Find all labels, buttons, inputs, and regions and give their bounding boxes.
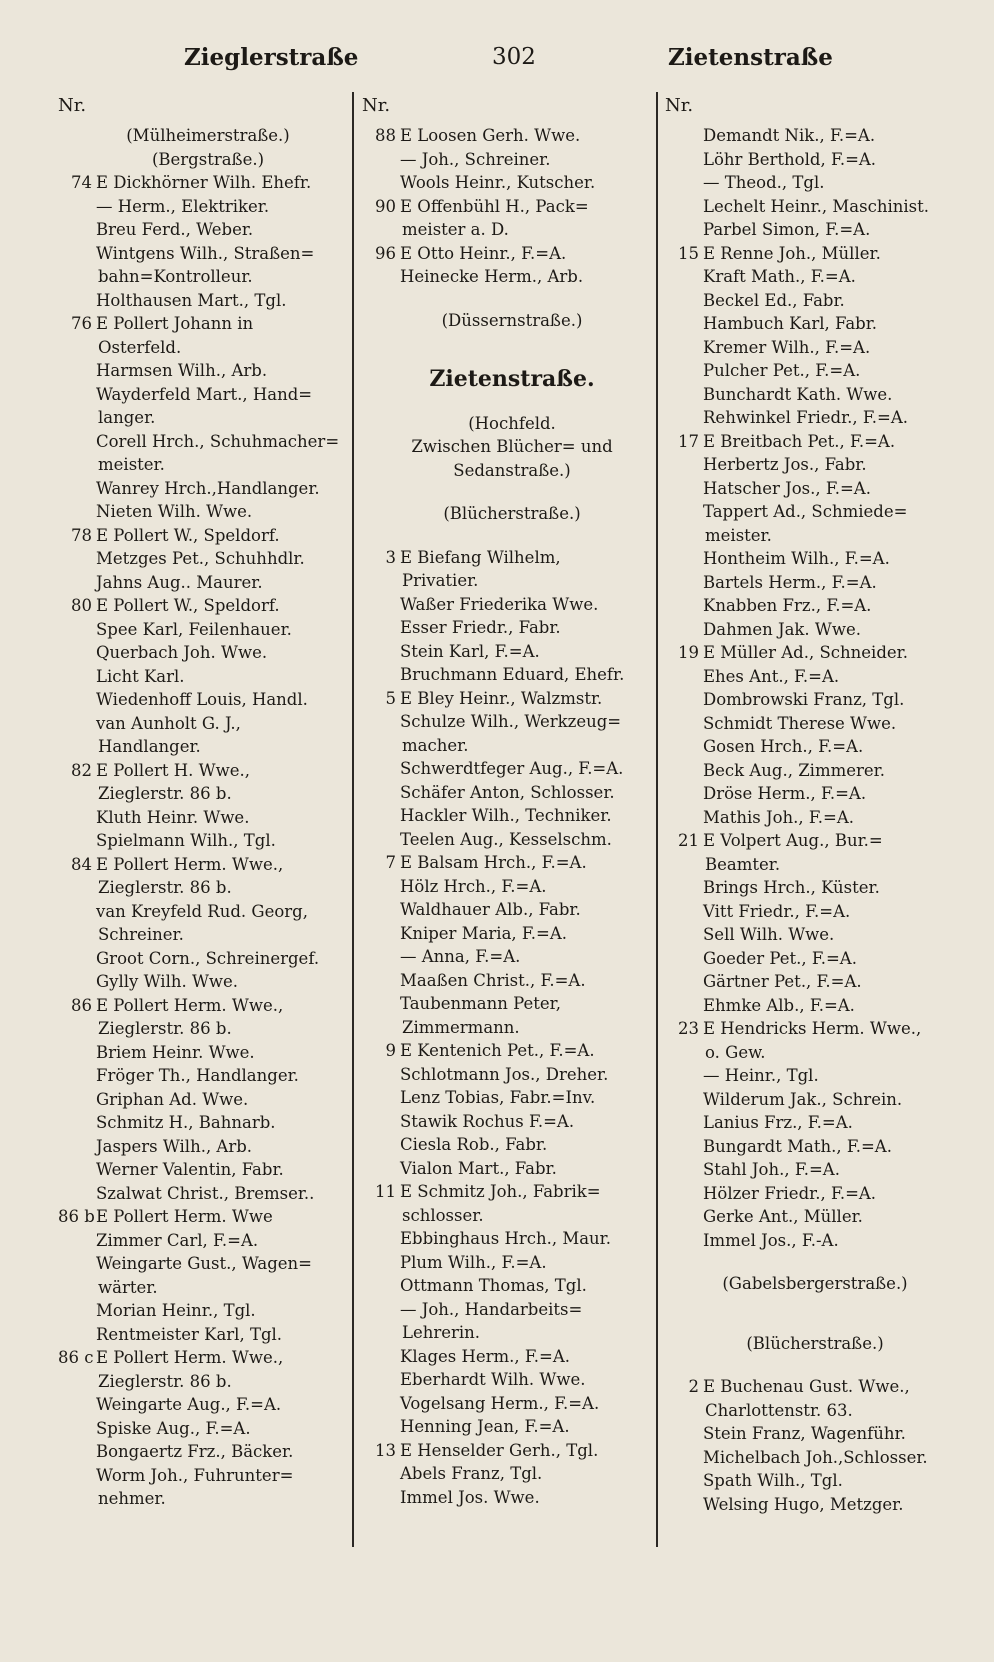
resident-entry: — Joh., Handarbeits= (400, 1299, 583, 1319)
resident-name: E Pollert H. Wwe., (96, 760, 250, 780)
resident-entry: — Joh., Schreiner. (400, 149, 551, 169)
house-entry (362, 124, 662, 148)
page-number: 302 (492, 44, 536, 70)
resident-entry: Beckel Ed., Fabr. (703, 290, 845, 310)
house-entry (362, 242, 662, 266)
resident-entry: Wintgens Wilh., Straßen= (96, 243, 315, 263)
resident-entry: Vialon Mart., Fabr. (400, 1158, 557, 1178)
resident-entry: Bunchardt Kath. Wwe. (703, 384, 893, 404)
house-entry (58, 759, 358, 783)
resident-entry: Kremer Wilh., F.=A. (703, 337, 871, 357)
resident-entry: Goeder Pet., F.=A. (703, 948, 857, 968)
resident-entry: Ehmke Alb., F.=A. (703, 995, 855, 1015)
resident-entry: Querbach Joh. Wwe. (96, 643, 268, 662)
house-entry (58, 1205, 358, 1229)
resident-entry: Ciesla Rob., Fabr. (400, 1135, 548, 1154)
house-number: 74 (71, 173, 92, 192)
resident-entry: Stawik Rochus F.=A. (400, 1111, 575, 1131)
entry-continuation: Zimmermann. (402, 1017, 520, 1037)
house-number: 76 (71, 314, 92, 333)
section-heading: (Düssernstraße.) (441, 310, 583, 330)
resident-entry: Vitt Friedr., F.=A. (703, 901, 851, 921)
resident-entry: Briem Heinr. Wwe. (96, 1042, 255, 1062)
nr-label: Nr. (58, 95, 87, 116)
resident-name: E Loosen Gerh. Wwe. (400, 126, 581, 145)
spacer (665, 1252, 965, 1272)
resident-entry: Ottmann Thomas, Tgl. (400, 1276, 587, 1295)
house-entry (58, 853, 358, 877)
house-entry (665, 641, 965, 665)
house-entry (362, 1180, 662, 1204)
resident-entry: Vogelsang Herm., F.=A. (400, 1393, 600, 1413)
resident-name: E Offenbühl H., Pack= (400, 196, 589, 216)
column-3 (665, 92, 965, 1516)
resident-entry: Jaspers Wilh., Arb. (96, 1136, 253, 1156)
resident-entry: Kraft Math., F.=A. (703, 267, 856, 286)
resident-entry: Jahns Aug.. Maurer. (96, 572, 263, 592)
resident-entry: Knabben Frz., F.=A. (703, 596, 872, 615)
resident-entry: Ebbinghaus Hrch., Maur. (400, 1229, 611, 1248)
resident-entry: Wiedenhoff Louis, Handl. (96, 690, 308, 709)
entry-continuation: langer. (98, 408, 156, 427)
resident-entry: Schäfer Anton, Schlosser. (400, 782, 615, 802)
nr-label: Nr. (665, 95, 694, 116)
entry-continuation: Zieglerstr. 86 b. (98, 784, 232, 803)
house-entry (665, 1017, 965, 1041)
resident-entry: Herbertz Jos., Fabr. (703, 455, 867, 474)
house-number: 15 (678, 243, 699, 263)
resident-name: E Pollert Herm. Wwe., (96, 995, 284, 1015)
house-entry (362, 1439, 662, 1463)
resident-entry: Szalwat Christ., Bremser.. (96, 1183, 315, 1203)
resident-entry: Corell Hrch., Schuhmacher= (96, 431, 340, 451)
resident-entry: Kniper Maria, F.=A. (400, 923, 568, 943)
resident-entry: Rentmeister Karl, Tgl. (96, 1324, 283, 1344)
street-title: Zietenstraße. (429, 368, 595, 392)
entry-continuation: Osterfeld. (98, 337, 182, 357)
resident-entry: Bruchmann Eduard, Ehefr. (400, 665, 625, 684)
resident-entry: Spiske Aug., F.=A. (96, 1418, 251, 1438)
resident-entry: Stahl Joh., F.=A. (703, 1160, 840, 1179)
resident-entry: Demandt Nik., F.=A. (703, 126, 876, 145)
house-entry (665, 242, 965, 266)
section-heading: (Gabelsbergerstraße.) (722, 1274, 908, 1293)
resident-name: E Pollert W., Speldorf. (96, 525, 280, 545)
resident-entry: Weingarte Aug., F.=A. (96, 1395, 282, 1414)
house-number: 2 (688, 1377, 699, 1396)
resident-entry: — Herm., Elektriker. (96, 196, 270, 216)
resident-name: E Müller Ad., Schneider. (703, 643, 908, 662)
section-heading: (Blücherstraße.) (746, 1333, 884, 1353)
entry-continuation: meister a. D. (402, 220, 509, 239)
resident-entry: Spielmann Wilh., Tgl. (96, 831, 276, 850)
resident-entry: Wools Heinr., Kutscher. (400, 173, 596, 192)
resident-entry: Hontheim Wilh., F.=A. (703, 549, 890, 568)
entry-continuation: bahn=Kontrolleur. (98, 267, 253, 286)
house-entry (665, 430, 965, 454)
resident-entry: Hatscher Jos., F.=A. (703, 478, 871, 498)
resident-entry: Abels Franz, Tgl. (400, 1464, 543, 1483)
resident-entry: Gosen Hrch., F.=A. (703, 737, 864, 756)
resident-entry: Schulze Wilh., Werkzeug= (400, 712, 622, 731)
resident-entry: Bartels Herm., F.=A. (703, 572, 877, 592)
resident-entry: Maaßen Christ., F.=A. (400, 970, 586, 990)
resident-entry: Gylly Wilh. Wwe. (96, 972, 239, 991)
house-number: 9 (385, 1041, 396, 1060)
section-heading: (Bergstraße.) (151, 149, 265, 169)
spacer (362, 392, 662, 412)
resident-name: E Henselder Gerh., Tgl. (400, 1440, 599, 1460)
resident-entry: Lenz Tobias, Fabr.=Inv. (400, 1088, 596, 1107)
spacer (362, 526, 662, 546)
house-number: 86 (71, 995, 92, 1015)
entry-continuation: meister. (98, 455, 165, 474)
resident-entry: Dahmen Jak. Wwe. (703, 619, 862, 639)
house-number: 13 (375, 1440, 396, 1460)
house-entry (58, 994, 358, 1018)
resident-entry: — Theod., Tgl. (703, 173, 825, 192)
house-entry (362, 851, 662, 875)
resident-entry: Waldhauer Alb., Fabr. (400, 900, 581, 919)
resident-entry: Parbel Simon, F.=A. (703, 220, 871, 239)
section-heading: (Hochfeld. (468, 413, 556, 433)
house-number: 3 (385, 547, 396, 567)
resident-entry: Stein Karl, F.=A. (400, 641, 540, 661)
house-number: 21 (678, 831, 699, 850)
resident-name: E Pollert Herm. Wwe (96, 1207, 273, 1226)
running-head-right: Zietenstraße (668, 44, 833, 71)
resident-entry: Stein Franz, Wagenführ. (703, 1424, 906, 1443)
resident-name: E Breitbach Pet., F.=A. (703, 431, 896, 451)
resident-entry: Taubenmann Peter, (400, 994, 561, 1013)
house-number: 78 (71, 525, 92, 545)
house-number: 84 (71, 854, 92, 874)
house-number: 90 (375, 196, 396, 216)
resident-name: E Pollert Herm. Wwe., (96, 1348, 284, 1367)
entry-continuation: Zieglerstr. 86 b. (98, 1371, 232, 1391)
resident-entry: Löhr Berthold, F.=A. (703, 149, 877, 169)
resident-entry: Henning Jean, F.=A. (400, 1417, 570, 1436)
entry-continuation: Charlottenstr. 63. (705, 1400, 853, 1420)
house-number: 82 (71, 760, 92, 780)
resident-entry: Hambuch Karl, Fabr. (703, 314, 878, 333)
resident-entry: Plum Wilh., F.=A. (400, 1252, 547, 1272)
house-number: 7 (385, 853, 396, 872)
resident-entry: Harmsen Wilh., Arb. (96, 361, 268, 380)
resident-name: E Pollert Johann in (96, 314, 254, 333)
resident-entry: Nieten Wilh. Wwe. (96, 502, 253, 521)
column-2 (362, 92, 662, 1509)
resident-name: E Hendricks Herm. Wwe., (703, 1019, 922, 1038)
entry-continuation: Handlanger. (98, 737, 201, 756)
resident-entry: Licht Karl. (96, 666, 185, 686)
spacer (665, 1355, 965, 1375)
resident-entry: Breu Ferd., Weber. (96, 220, 254, 239)
resident-name: E Dickhörner Wilh. Ehefr. (96, 173, 312, 192)
resident-entry: Beck Aug., Zimmerer. (703, 760, 885, 780)
resident-entry: Esser Friedr., Fabr. (400, 618, 561, 637)
resident-entry: Dombrowski Franz, Tgl. (703, 690, 905, 709)
entry-continuation: meister. (705, 525, 772, 545)
spacer (665, 1296, 965, 1332)
resident-entry: Morian Heinr., Tgl. (96, 1301, 256, 1320)
resident-entry: Teelen Aug., Kesselschm. (400, 829, 612, 849)
resident-entry: Mathis Joh., F.=A. (703, 807, 854, 827)
resident-entry: Pulcher Pet., F.=A. (703, 361, 861, 380)
resident-entry: Kluth Heinr. Wwe. (96, 807, 250, 827)
entry-continuation: schlosser. (402, 1205, 484, 1225)
resident-name: E Biefang Wilhelm, (400, 547, 561, 567)
resident-entry: Schlotmann Jos., Dreher. (400, 1064, 609, 1084)
resident-entry: Wilderum Jak., Schrein. (703, 1089, 903, 1109)
house-entry (58, 594, 358, 618)
running-head-left: Zieglerstraße (184, 44, 359, 71)
resident-name: E Pollert W., Speldorf. (96, 596, 280, 615)
spacer (362, 289, 662, 309)
section-heading: (Mülheimerstraße.) (126, 126, 290, 145)
resident-entry: Michelbach Joh.,Schlosser. (703, 1447, 928, 1467)
resident-entry: Schmitz H., Bahnarb. (96, 1113, 276, 1132)
entry-continuation: Schreiner. (98, 925, 184, 944)
spacer (362, 332, 662, 368)
resident-entry: Holthausen Mart., Tgl. (96, 290, 287, 310)
resident-name: E Pollert Herm. Wwe., (96, 854, 284, 874)
resident-entry: Welsing Hugo, Metzger. (703, 1494, 904, 1514)
resident-entry: Metzges Pet., Schuhhdlr. (96, 549, 305, 568)
house-number: 17 (678, 431, 699, 451)
entry-continuation: wärter. (98, 1277, 158, 1297)
resident-entry: Dröse Herm., F.=A. (703, 784, 867, 803)
resident-entry: Lanius Frz., F.=A. (703, 1113, 853, 1132)
resident-entry: Wanrey Hrch.,Handlanger. (96, 478, 320, 498)
resident-entry: — Heinr., Tgl. (703, 1066, 819, 1085)
column-1 (58, 92, 358, 1511)
resident-entry: Worm Joh., Fuhrunter= (96, 1465, 294, 1485)
resident-entry: Ehes Ant., F.=A. (703, 666, 840, 686)
resident-entry: Eberhardt Wilh. Wwe. (400, 1370, 586, 1389)
resident-name: E Buchenau Gust. Wwe., (703, 1377, 910, 1396)
resident-entry: Schwerdtfeger Aug., F.=A. (400, 759, 624, 778)
entry-continuation: Beamter. (705, 854, 781, 874)
house-number: 86 b (58, 1207, 95, 1226)
resident-entry: Heinecke Herm., Arb. (400, 267, 584, 286)
resident-name: E Schmitz Joh., Fabrik= (400, 1182, 601, 1201)
house-entry (362, 546, 662, 570)
resident-name: E Bley Heinr., Walzmstr. (400, 688, 603, 708)
nr-label: Nr. (362, 95, 391, 116)
resident-entry: Klages Herm., F.=A. (400, 1346, 571, 1366)
entry-continuation: Zieglerstr. 86 b. (98, 1019, 232, 1038)
section-heading: Sedanstraße.) (453, 460, 571, 480)
house-number: 23 (678, 1019, 699, 1038)
entry-continuation: Privatier. (402, 571, 479, 590)
resident-entry: Lechelt Heinr., Maschinist. (703, 196, 929, 216)
resident-entry: Sell Wilh. Wwe. (703, 925, 835, 944)
resident-entry: Weingarte Gust., Wagen= (96, 1254, 312, 1273)
resident-name: E Balsam Hrch., F.=A. (400, 853, 587, 872)
resident-entry: Fröger Th., Handlanger. (96, 1066, 299, 1085)
resident-name: E Kentenich Pet., F.=A. (400, 1041, 595, 1060)
resident-entry: van Aunholt G. J., (96, 713, 241, 733)
entry-continuation: o. Gew. (705, 1042, 766, 1062)
resident-entry: Schmidt Therese Wwe. (703, 713, 897, 733)
house-number: 88 (375, 126, 396, 145)
resident-entry: Spee Karl, Feilenhauer. (96, 619, 292, 639)
resident-name: E Otto Heinr., F.=A. (400, 243, 567, 263)
resident-entry: — Anna, F.=A. (400, 947, 521, 966)
resident-entry: Zimmer Carl, F.=A. (96, 1230, 259, 1250)
resident-entry: Gärtner Pet., F.=A. (703, 972, 862, 991)
resident-entry: Hackler Wilh., Techniker. (400, 806, 612, 825)
entry-continuation: nehmer. (98, 1489, 166, 1508)
resident-entry: Bongaertz Frz., Bäcker. (96, 1442, 294, 1461)
resident-entry: Spath Wilh., Tgl. (703, 1471, 843, 1490)
entry-continuation: Lehrerin. (402, 1323, 481, 1342)
house-entry (665, 829, 965, 853)
section-heading: (Blücherstraße.) (443, 504, 581, 523)
resident-entry: Gerke Ant., Müller. (703, 1207, 863, 1226)
house-number: 19 (678, 643, 699, 662)
house-entry (362, 195, 662, 219)
resident-name: E Volpert Aug., Bur.= (703, 831, 883, 850)
resident-entry: Brings Hrch., Küster. (703, 878, 880, 897)
entry-continuation: Zieglerstr. 86 b. (98, 878, 232, 897)
resident-entry: Hölzer Friedr., F.=A. (703, 1183, 877, 1203)
house-number: 86 c (58, 1348, 94, 1367)
house-entry (58, 1346, 358, 1370)
spacer (362, 482, 662, 502)
resident-entry: Tappert Ad., Schmiede= (703, 502, 908, 521)
resident-entry: Bungardt Math., F.=A. (703, 1136, 892, 1156)
house-number: 96 (375, 243, 396, 263)
house-number: 5 (385, 688, 396, 708)
resident-entry: Immel Jos., F.-A. (703, 1230, 839, 1250)
house-entry (665, 1375, 965, 1399)
resident-entry: van Kreyfeld Rud. Georg, (96, 901, 308, 921)
section-heading: Zwischen Blücher= und (411, 437, 613, 456)
resident-name: E Renne Joh., Müller. (703, 243, 881, 263)
resident-entry: Immel Jos. Wwe. (400, 1487, 540, 1507)
resident-entry: Groot Corn., Schreinergef. (96, 948, 320, 968)
house-number: 80 (71, 596, 92, 615)
resident-entry: Waßer Friederika Wwe. (400, 594, 599, 614)
resident-entry: Rehwinkel Friedr., F.=A. (703, 408, 908, 427)
resident-entry: Hölz Hrch., F.=A. (400, 876, 547, 896)
house-number: 11 (375, 1182, 396, 1201)
house-entry (58, 524, 358, 548)
house-entry (362, 1039, 662, 1063)
resident-entry: Werner Valentin, Fabr. (96, 1160, 284, 1179)
house-entry (362, 687, 662, 711)
resident-entry: Griphan Ad. Wwe. (96, 1089, 249, 1109)
resident-entry: Wayderfeld Mart., Hand= (96, 384, 313, 404)
entry-continuation: macher. (402, 735, 469, 755)
house-entry (58, 312, 358, 336)
house-entry (58, 171, 358, 195)
